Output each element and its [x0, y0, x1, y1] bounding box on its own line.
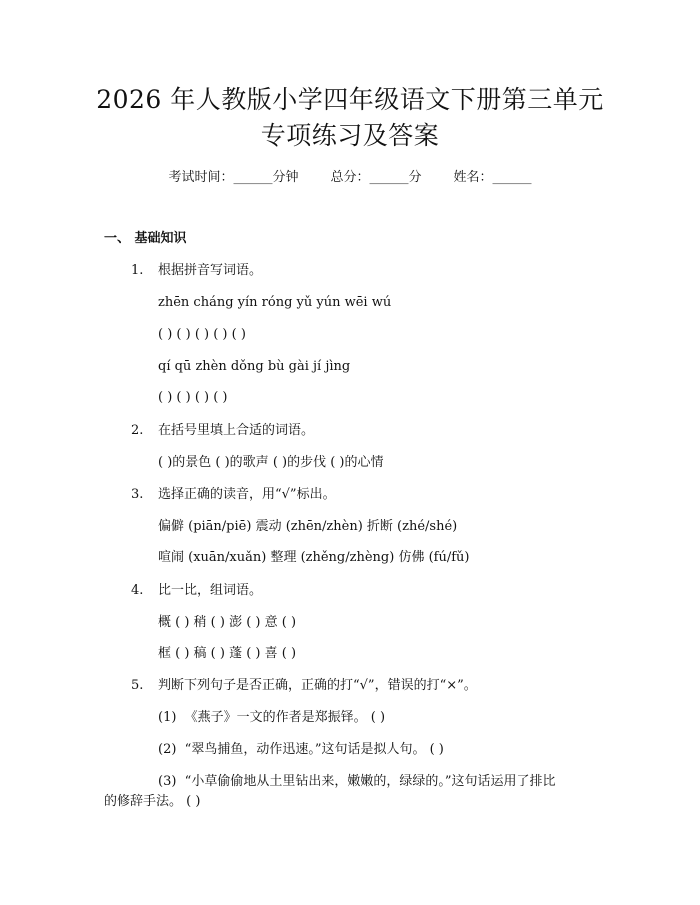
student-name-field: 姓名：______ — [453, 170, 532, 185]
exam-time-field: 考试时间：______分钟 — [168, 170, 299, 185]
question-4-text: 比一比，组词语。 — [158, 583, 263, 598]
question-4-words-line2: 框 ( ) 稿 ( ) 蓬 ( ) 喜 ( ) — [158, 646, 297, 661]
question-5-number: 5. — [131, 678, 144, 693]
question-1-blanks-line2: ( ) ( ) ( ) ( ) — [158, 390, 228, 405]
exam-info-row — [0, 168, 700, 188]
page-title-line1: 2026 年人教版小学四年级语文下册第三单元 — [96, 85, 604, 114]
question-5-item-3-line1: (3) “小草偷偷地从土里钻出来，嫩嫩的，绿绿的。”这句话运用了排比 — [158, 774, 556, 789]
question-1-blanks-line1: ( ) ( ) ( ) ( ) ( ) — [158, 327, 246, 342]
question-1-text: 根据拼音写词语。 — [158, 263, 263, 278]
question-2-blanks: ( )的景色 ( )的歌声 ( )的步伐 ( )的心情 — [158, 455, 384, 470]
question-2-number: 2. — [131, 423, 144, 438]
question-3-options-line2: 喧闹 (xuān/xuǎn) 整理 (zhěng/zhèng) 仿佛 (fú/fǔ) — [158, 550, 470, 565]
question-3-options-line1: 偏僻 (piān/piē) 震动 (zhēn/zhèn) 折断 (zhé/shé) — [158, 519, 458, 534]
question-5-item-1: (1) 《燕子》一文的作者是郑振铎。 ( ) — [158, 710, 386, 725]
section-heading-basic-knowledge: 一、 基础知识 — [104, 231, 187, 246]
question-1-pinyin-line2: qí qū zhèn dǒng bù gài jí jìng — [158, 359, 351, 374]
question-1-pinyin-line1: zhēn cháng yín róng yǔ yún wēi wú — [158, 295, 392, 310]
question-3-number: 3. — [131, 487, 144, 502]
question-2-text: 在括号里填上合适的词语。 — [158, 423, 315, 438]
question-5-text: 判断下列句子是否正确，正确的打“√”，错误的打“×”。 — [158, 678, 477, 693]
question-5-item-2: (2) “翠鸟捕鱼，动作迅速。”这句话是拟人句。 ( ) — [158, 742, 444, 757]
question-1-number: 1. — [131, 263, 144, 278]
question-5-item-3-line2: 的修辞手法。 ( ) — [104, 794, 201, 809]
question-4-words-line1: 概 ( ) 稍 ( ) 澎 ( ) 意 ( ) — [158, 615, 297, 630]
question-4-number: 4. — [131, 583, 144, 598]
question-3-text: 选择正确的读音，用“√”标出。 — [158, 487, 336, 502]
page-title-line2: 专项练习及答案 — [260, 121, 440, 150]
total-score-field: 总分：______分 — [330, 170, 422, 185]
